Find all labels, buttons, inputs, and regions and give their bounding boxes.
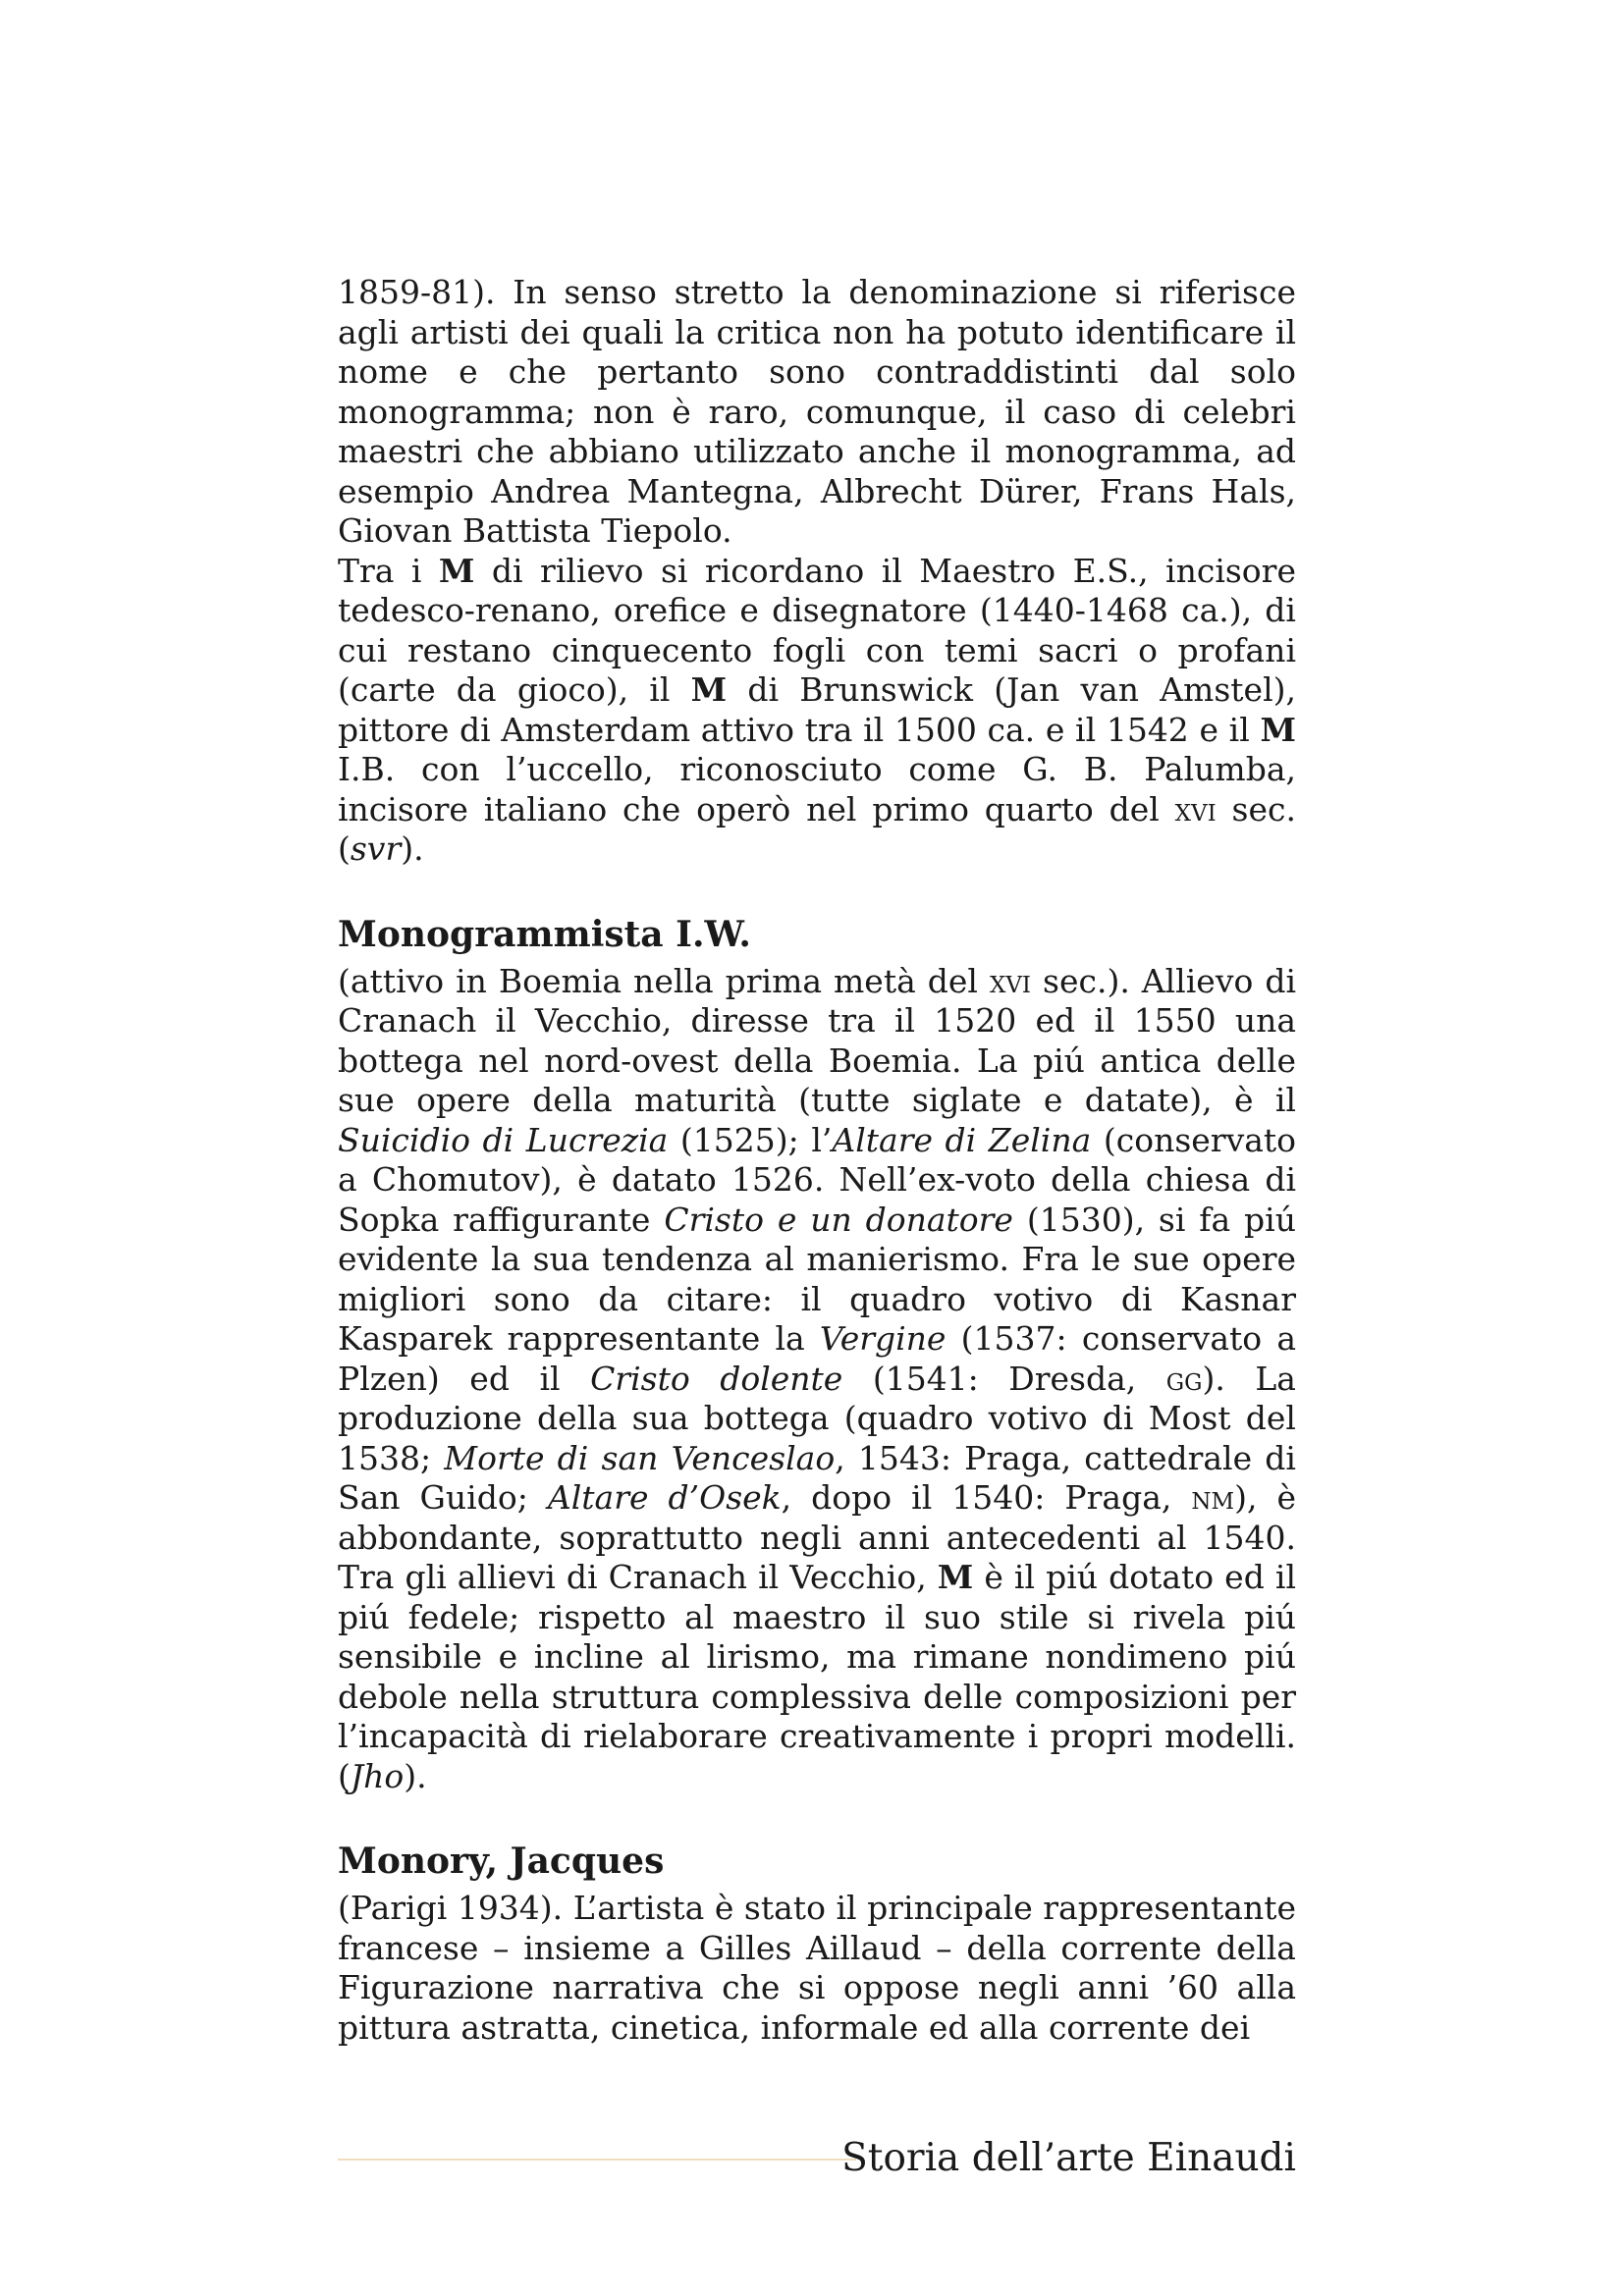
artwork-title: Morte di san Venceslao [444, 1438, 836, 1477]
footer-rule [338, 2159, 856, 2161]
text-run: ). La produzione della sua bottega (quadro votivo di Most del 1538; [338, 1359, 1296, 1477]
museum-abbrev: nm [1191, 1478, 1235, 1517]
text-run: (1525); l’ [668, 1120, 833, 1159]
century-numeral: xvi [989, 961, 1032, 1000]
footer-publication-title: Storia dell’arte Einaudi [841, 2136, 1296, 2180]
artwork-title: Suicidio di Lucrezia [338, 1120, 669, 1159]
entry-title-monogrammista-iw: Monogrammista I.W. [338, 913, 751, 955]
entry-title-monory: Monory, Jacques [338, 1841, 665, 1882]
masters-paragraph [338, 552, 1296, 870]
abbrev-m: M [1260, 710, 1296, 749]
century-numeral: xvi [1174, 789, 1217, 828]
text-run: , 1543: Praga, cattedrale di San Guido; [338, 1438, 1296, 1517]
artwork-title: Cristo e un donatore [664, 1200, 1013, 1239]
text-run: (attivo in Boemia nella prima metà del [338, 961, 990, 1000]
artwork-title: Vergine [819, 1319, 947, 1358]
text-column [338, 273, 1296, 2048]
author-signature: svr [350, 829, 402, 868]
entry-body-monogrammista-iw [338, 962, 1296, 1797]
text-run: Tra i [338, 551, 439, 590]
entry-body-monory: (Parigi 1934). L’artista è stato il principale rappresentante francese – insieme a Gilles Aillaud – della corrente della Figurazione narrativa che si oppose negli anni ’60 alla pittura astratta, cinetica, informale ed alla corrente dei [338, 1889, 1296, 2047]
author-signature: Jho [350, 1756, 405, 1795]
text-run: di rilievo si ricordano il Maestro E.S., incisore tedesco-renano, orefice e disegnatore (1440-1468 ca.), di cui restano cinquecento fogli con temi sacri o profani (carte da gioco), il [338, 551, 1296, 709]
text-run: ). [404, 1756, 427, 1795]
text-run: (1537: conservato a Plzen) ed il [338, 1319, 1296, 1398]
museum-abbrev: gg [1165, 1359, 1203, 1398]
page-footer [338, 2131, 1296, 2190]
artwork-title: Altare di Zelina [832, 1120, 1092, 1159]
continuation-paragraph: 1859-81). In senso stretto la denominazione si riferisce agli artisti dei quali la critica non ha potuto identificare il nome e che pertanto sono contraddistinti dal solo monogramma; non è raro, comunque, il caso di celebri maestri che abbiano utilizzato anche il monogramma, ad esempio Andrea Mantegna, Albrecht Dürer, Frans Hals, Giovan Battista Tiepolo. [338, 273, 1296, 550]
text-run: di Brunswick (Jan van Amstel), pittore di Amsterdam attivo tra il 1500 ca. e il 1542 e il [338, 670, 1296, 749]
text-run: ), è abbondante, soprattutto negli anni antecedenti al 1540. Tra gli allievi di Cranach il Vecchio, [338, 1478, 1297, 1596]
text-run: (1541: Dresda, [842, 1359, 1166, 1398]
text-run: , dopo il 1540: Praga, [781, 1478, 1192, 1517]
text-run: ). [401, 829, 424, 868]
artwork-title: Cristo dolente [590, 1359, 843, 1398]
text-run: sec. ( [338, 789, 1296, 868]
abbrev-m: M [438, 551, 475, 590]
artwork-title: Altare d’Osek [547, 1478, 782, 1517]
text-run: I.B. con l’uccello, riconosciuto come G. B. Palumba, incisore italiano che operò nel primo quarto del [338, 750, 1296, 828]
text-run: (1530), si fa piú evidente la sua tendenza al manierismo. Fra le sue opere migliori sono da citare: il quadro votivo di Kasnar Kasparek rappresentante la [338, 1200, 1296, 1358]
abbrev-m: M [937, 1558, 974, 1596]
text-run: sec.). Allievo di Cranach il Vecchio, diresse tra il 1520 ed il 1550 una bottega nel nord-ovest della Boemia. La piú antica delle sue opere della maturità (tutte siglate e datate), è il [338, 961, 1296, 1119]
text-run: (conservato a Chomutov), è datato 1526. Nell’ex-voto della chiesa di Sopka raffigurante [338, 1120, 1297, 1239]
text-run: è il piú dotato ed il piú fedele; rispetto al maestro il suo stile si rivela piú sensibile e incline al lirismo, ma rimane nondimeno piú debole nella struttura complessiva delle composizioni per l’incapacità di rielaborare creativamente i propri modelli. ( [338, 1558, 1296, 1795]
abbrev-m: M [690, 670, 728, 709]
